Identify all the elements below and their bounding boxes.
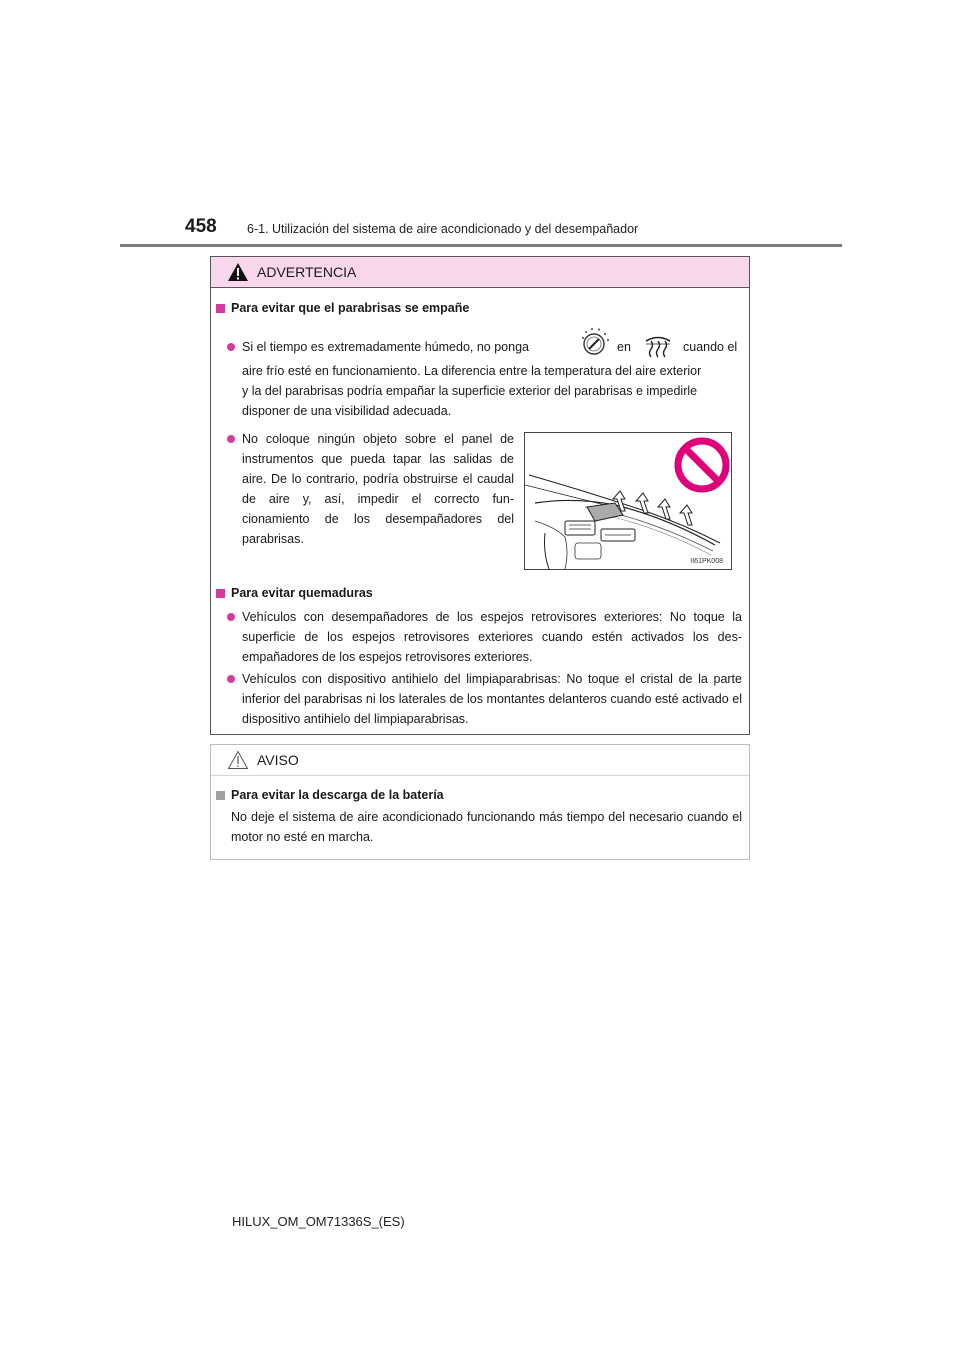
section-marker [216,304,225,313]
bullet-dot [227,435,235,443]
bullet-dot [227,343,235,351]
air-outlet-dial-icon [577,326,611,360]
section2-bullet2: Vehículos con dispositivo antihielo del limpiaparabrisas: No toque el cristal de la parte inferior del parabrisas ni los laterales de los montantes delanteros cuando esté activado el dispositivo antihielo del limpiaparabrisas. [242,672,742,726]
section1-heading [216,301,469,315]
caution-triangle-outline-icon [227,750,249,770]
bullet1-line4: disponer de una visibilidad adecuada. [242,404,452,418]
notice-text: No deje el sistema de aire acondicionado funcionando más tiempo del necesario cuando el motor no esté en marcha. [231,810,742,844]
notice-heading [216,788,444,802]
windshield-defroster-icon [643,333,673,359]
figure-code: II61PK008 [690,558,723,565]
bullet2-text: No coloque ningún objeto sobre el panel de instrumentos que pueda tapar las salidas de aire. De lo contrario, podría obstruirse el caudal de aire y, así, impedir el correcto fun-cionamiento de los desempañadores del parabrisas. [242,432,514,546]
bullet1-part-a: Si el tiempo es extremadamente húmedo, no ponga [242,340,529,354]
header-rule [120,244,842,247]
dashboard-drawing [525,433,731,569]
notice-header [211,745,749,776]
section-marker [216,589,225,598]
bullet-dot [227,613,235,621]
section2-bullet1: Vehículos con desempañadores de los espejos retrovisores exteriores: No toque la superficie de los espejos retrovisores exteriores cuando estén activados los des-empañadores de los espejos retrovisores exteriores. [242,610,742,664]
section-marker [216,791,225,800]
section-title: 6-1. Utilización del sistema de aire acondicionado y del desempañador [247,222,639,236]
bullet-dot [227,675,235,683]
bullet1-line3: y la del parabrisas podría empañar la superficie exterior del parabrisas e impedirle [242,384,698,398]
manual-code: HILUX_OM_OM71336S_(ES) [232,1214,405,1229]
notice-title: AVISO [257,752,299,768]
section1-heading-text: Para evitar que el parabrisas se empañe [231,301,470,315]
notice-heading-text: Para evitar la descarga de la batería [231,788,444,802]
warning-header [211,257,749,288]
section2-heading-text: Para evitar quemaduras [231,586,373,600]
prohibition-icon [678,441,726,489]
bullet1-part-c: cuando el [683,340,738,354]
warning-triangle-icon [227,262,249,282]
section2-heading [216,586,373,600]
bullet1-line2: aire frío esté en funcionamiento. La diferencia entre la temperatura del aire exterior [242,364,702,378]
page-number: 458 [185,216,217,237]
bullet1-part-b: en [617,340,631,354]
dashboard-illustration [524,432,732,570]
warning-title: ADVERTENCIA [257,264,357,280]
